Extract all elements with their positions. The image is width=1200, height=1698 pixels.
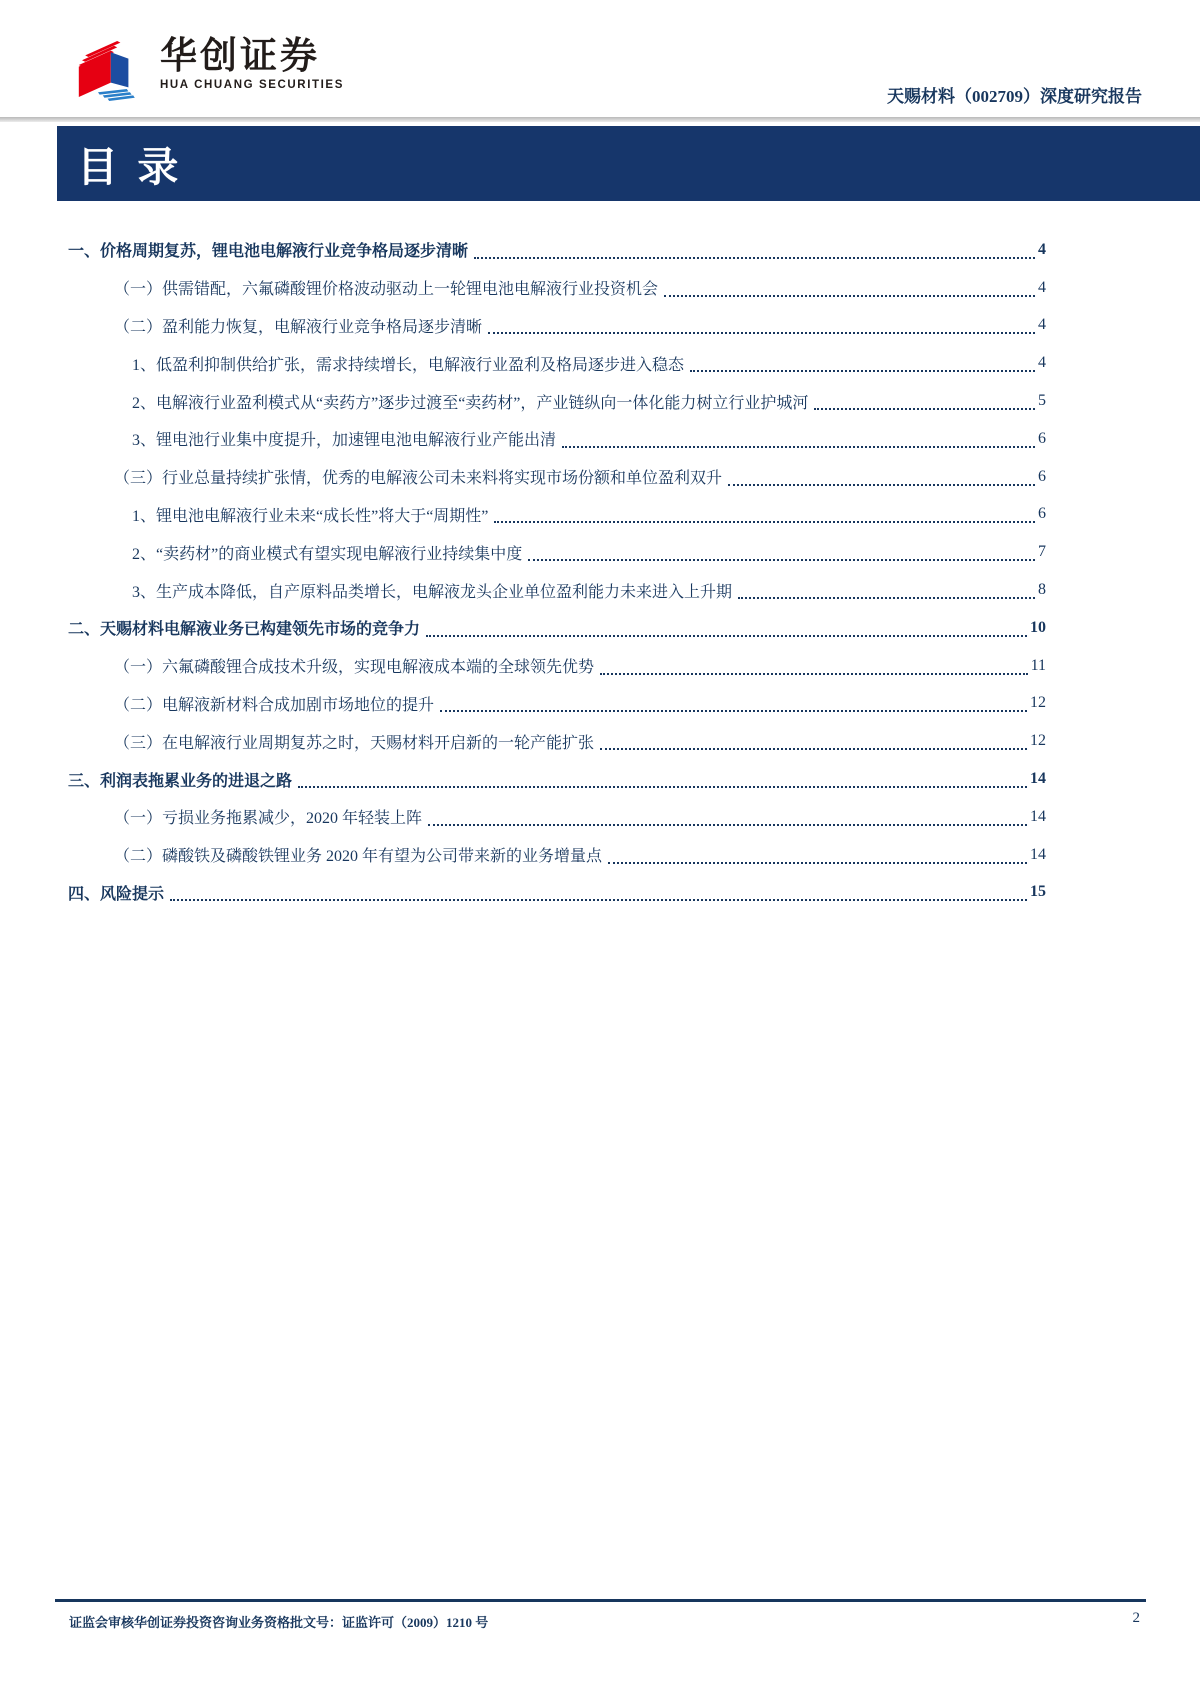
toc-page-number: 6 [1038, 505, 1046, 523]
toc-entry[interactable] [68, 496, 1046, 534]
toc-entry[interactable] [68, 647, 1046, 685]
toc-entry[interactable] [68, 533, 1046, 571]
toc-dot-leader [298, 770, 1027, 788]
toc-entry[interactable] [68, 760, 1046, 798]
toc-entry[interactable] [68, 609, 1046, 647]
toc-entry[interactable] [68, 420, 1046, 458]
toc-entry-label: 一、价格周期复苏，锂电池电解液行业竞争格局逐步清晰 [68, 243, 469, 261]
toc-entry[interactable] [68, 571, 1046, 609]
toc-page-number: 6 [1038, 467, 1046, 485]
toc-dot-leader [600, 657, 1028, 675]
toc-page-number: 15 [1030, 883, 1046, 901]
toc-dot-leader [440, 694, 1027, 712]
toc-page-number: 14 [1030, 845, 1046, 863]
toc-entry[interactable] [68, 798, 1046, 836]
toc-dot-leader [814, 392, 1035, 410]
toc-dot-leader [488, 316, 1035, 334]
toc-page-number: 10 [1030, 618, 1046, 636]
toc-entry[interactable] [68, 722, 1046, 760]
toc-entry-label: 2、“卖药材”的商业模式有望实现电解液行业持续集中度 [132, 545, 523, 563]
toc-entry-label: 3、生产成本降低，自产原料品类增长，电解液龙头企业单位盈利能力未来进入上升期 [132, 583, 733, 601]
toc-dot-leader [562, 430, 1035, 448]
footer-license-text: 证监会审核华创证券投资咨询业务资格批文号：证监许可（2009）1210 号 [69, 1615, 489, 1630]
header-divider [0, 117, 1200, 122]
toc-entry-label: （二）盈利能力恢复，电解液行业竞争格局逐步清晰 [114, 318, 483, 336]
toc-page-number: 11 [1030, 656, 1046, 674]
toc-page-number: 6 [1038, 429, 1046, 447]
toc-entry-label: （一）供需错配，六氟磷酸锂价格波动驱动上一轮锂电池电解液行业投资机会 [114, 281, 659, 299]
toc-entry[interactable] [68, 874, 1046, 912]
brand-name-cn: 华创证券 [160, 35, 320, 76]
toc-entry-label: 三、利润表拖累业务的进退之路 [68, 772, 293, 790]
toc-entry-label: （一）亏损业务拖累减少，2020 年轻装上阵 [114, 810, 423, 828]
toc-dot-leader [600, 732, 1027, 750]
toc-entry-label: （一）六氟磷酸锂合成技术升级，实现电解液成本端的全球领先优势 [114, 659, 595, 677]
footer-page-number: 2 [1132, 1610, 1140, 1626]
toc-list [68, 231, 1046, 911]
toc-entry-label: （二）电解液新材料合成加剧市场地位的提升 [114, 696, 435, 714]
toc-entry[interactable] [68, 382, 1046, 420]
toc-dot-leader [738, 581, 1035, 599]
toc-dot-leader [728, 468, 1035, 486]
toc-entry-label: （三）行业总量持续扩张情，优秀的电解液公司未来料将实现市场份额和单位盈利双升 [114, 470, 723, 488]
toc-entry-label: （二）磷酸铁及磷酸铁锂业务 2020 年有望为公司带来新的业务增量点 [114, 848, 603, 866]
toc-page-number: 4 [1038, 316, 1046, 334]
footer-rule [55, 1599, 1146, 1602]
toc-entry[interactable] [68, 458, 1046, 496]
toc-entry-label: 1、锂电池电解液行业未来“成长性”将大于“周期性” [132, 507, 489, 525]
toc-page-number: 4 [1038, 278, 1046, 296]
brand-name-en: HUA CHUANG SECURITIES [160, 78, 344, 91]
toc-entry[interactable] [68, 231, 1046, 269]
toc-entry-label: 四、风险提示 [68, 885, 165, 903]
toc-page-number: 8 [1038, 581, 1046, 599]
toc-page-number: 14 [1030, 807, 1046, 825]
toc-entry-label: 二、天赐材料电解液业务已构建领先市场的竞争力 [68, 621, 421, 639]
toc-entry-label: 2、电解液行业盈利模式从“卖药方”逐步过渡至“卖药材”，产业链纵向一体化能力树立行业护城河 [132, 394, 809, 412]
toc-entry[interactable] [68, 307, 1046, 345]
cube-logo-icon [74, 36, 146, 102]
toc-entry-label: （三）在电解液行业周期复苏之时，天赐材料开启新的一轮产能扩张 [114, 734, 595, 752]
report-title: 天赐材料（002709）深度研究报告 [887, 87, 1142, 106]
toc-entry-label: 1、低盈利抑制供给扩张，需求持续增长，电解液行业盈利及格局逐步进入稳态 [132, 356, 685, 374]
toc-dot-leader [170, 883, 1027, 901]
toc-entry[interactable] [68, 836, 1046, 874]
toc-dot-leader [664, 279, 1035, 297]
toc-page-number: 14 [1030, 770, 1046, 788]
toc-dot-leader [528, 543, 1035, 561]
toc-banner [57, 126, 1200, 201]
toc-page-number: 4 [1038, 240, 1046, 258]
toc-dot-leader [474, 241, 1035, 259]
toc-page-number: 4 [1038, 354, 1046, 372]
page-header [0, 0, 1200, 118]
toc-dot-leader [494, 505, 1035, 523]
toc-page-number: 12 [1030, 732, 1046, 750]
toc-page-number: 12 [1030, 694, 1046, 712]
toc-entry[interactable] [68, 344, 1046, 382]
toc-dot-leader [690, 354, 1035, 372]
toc-dot-leader [428, 808, 1027, 826]
toc-entry-label: 3、锂电池行业集中度提升，加速锂电池电解液行业产能出清 [132, 432, 557, 450]
toc-page-number: 5 [1038, 392, 1046, 410]
toc-title: 目 录 [77, 144, 183, 190]
toc-entry[interactable] [68, 269, 1046, 307]
toc-entry[interactable] [68, 685, 1046, 723]
brand-logo [74, 36, 344, 102]
toc-dot-leader [608, 846, 1027, 864]
toc-page-number: 7 [1038, 543, 1046, 561]
toc-dot-leader [426, 619, 1027, 637]
